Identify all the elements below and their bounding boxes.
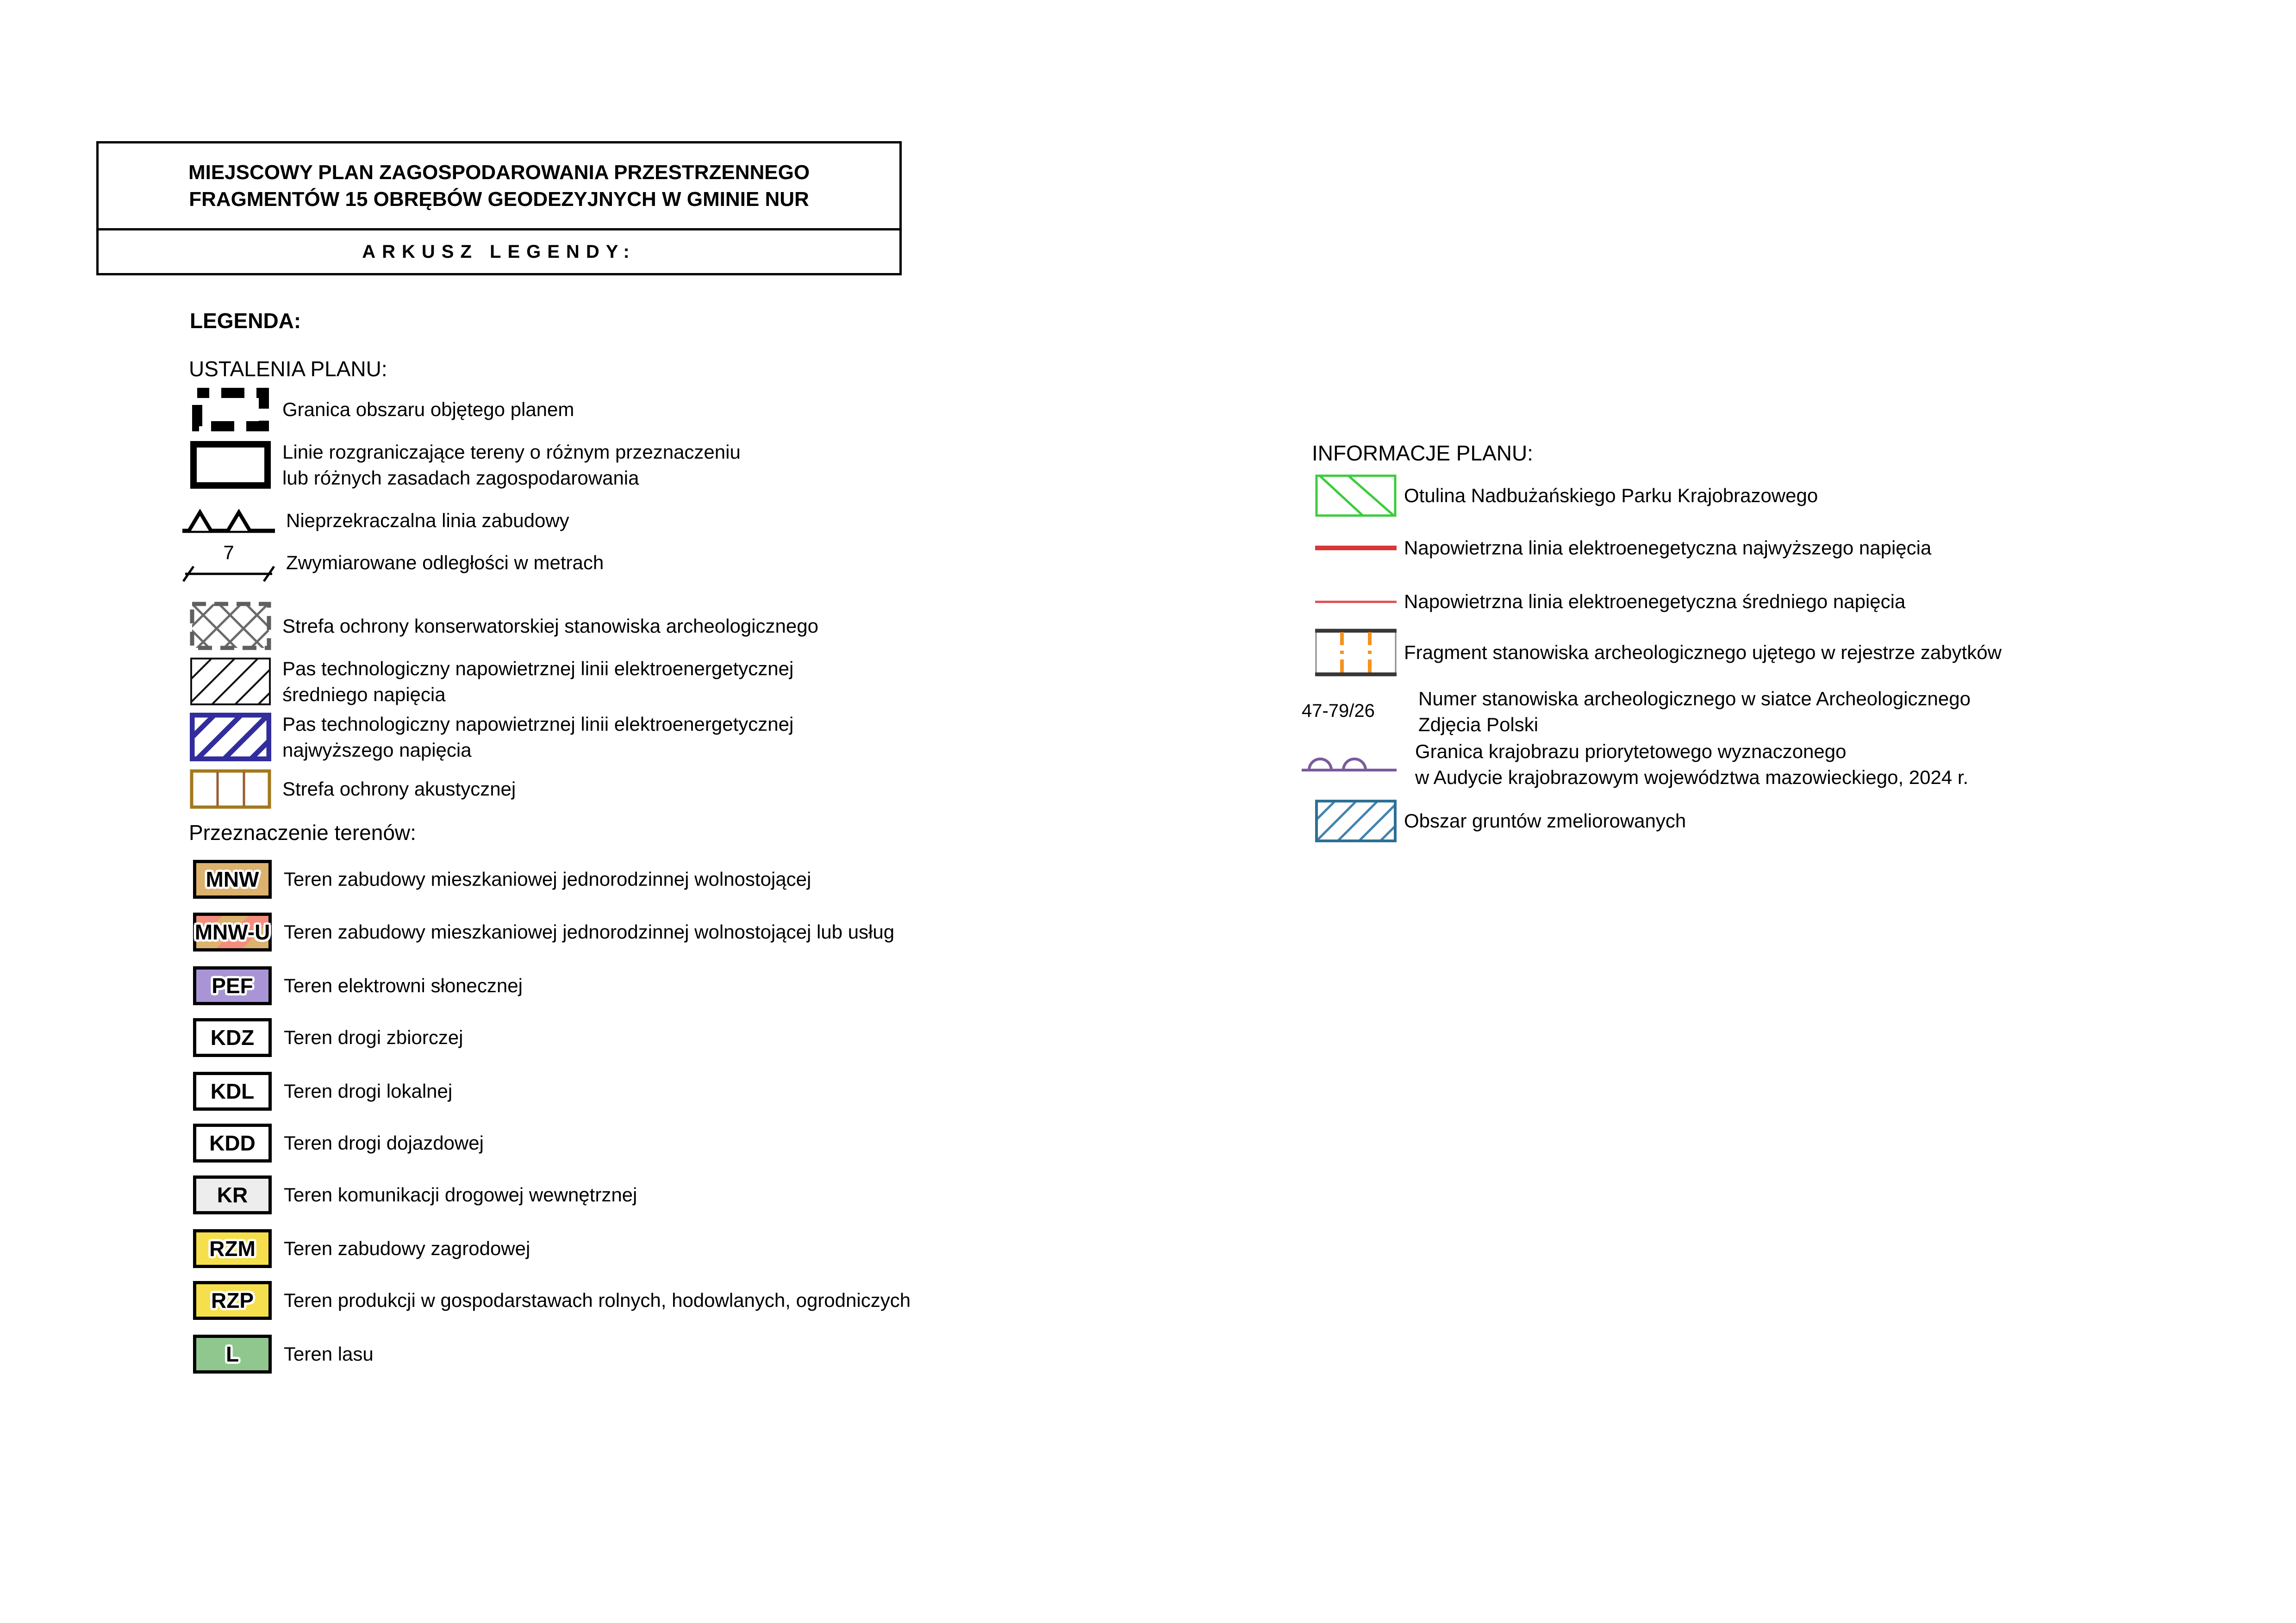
legend-item — [193, 1229, 530, 1268]
badge-l: L — [193, 1335, 272, 1374]
legend-item — [1315, 474, 1818, 517]
legend-item — [1315, 800, 1686, 842]
archeo-conservation-zone-symbol — [190, 602, 271, 650]
legend-item-label: Teren zabudowy mieszkaniowej jednorodzinnej wolnostojącej lub usług — [284, 921, 895, 943]
legend-item-label: Pas technologiczny napowietrznej linii elektroenergetycznej średniego napięcia — [282, 657, 794, 705]
legend-item-label: Napowietrzna linia elektroenegetyczna średniego napięcia — [1404, 591, 1906, 612]
legend-item-label: Teren drogi lokalnej — [284, 1080, 453, 1102]
power-line-highest-voltage-symbol — [1315, 546, 1397, 550]
legend-item-label: Strefa ochrony akustycznej — [282, 778, 516, 800]
badge-kdd: KDD — [193, 1124, 272, 1163]
legend-item-label: Teren drogi zbiorczej — [284, 1026, 463, 1048]
legend-item — [190, 386, 574, 433]
legend-item — [193, 860, 811, 899]
legend-item — [193, 913, 894, 951]
legend-item-label: Napowietrzna linia elektroenegetyczna najwyższego napięcia — [1404, 537, 1932, 559]
legend-item-label: Granica obszaru objętego planem — [282, 398, 574, 420]
ustalenia-heading: USTALENIA PLANU: — [189, 357, 387, 381]
informacje-heading: INFORMACJE PLANU: — [1312, 441, 1533, 465]
sheet-label: ARKUSZ LEGENDY: — [362, 241, 636, 262]
legend-item — [1315, 628, 2002, 677]
legend-item-label: Teren komunikacji drogowej wewnętrznej — [284, 1184, 637, 1206]
legend-item-label: Teren zabudowy mieszkaniowej jednorodzinnej wolnostojącej — [284, 868, 811, 890]
legend-item-label: Linie rozgraniczające tereny o różnym przeznaczeniu lub różnych zasadach zagospodarowania — [282, 441, 741, 489]
building-limit-line-symbol — [182, 502, 275, 539]
legend-item-label: Teren elektrowni słonecznej — [284, 975, 523, 996]
legend-item-label: Teren lasu — [284, 1343, 374, 1365]
plan-title-line2: FRAGMENTÓW 15 OBRĘBÓW GEODEZYJNYCH W GMINIE NUR — [189, 187, 809, 211]
power-line-medium-voltage-symbol — [1315, 601, 1397, 603]
badge-mnw-u: MNW-U — [193, 913, 272, 951]
legend-item — [193, 1072, 452, 1111]
legend-item-label: Numer stanowiska archeologicznego w siatce Archeologicznego Zdjęcia Polski — [1418, 688, 1971, 735]
tech-strip-medium-voltage-symbol — [190, 657, 271, 706]
acoustic-protection-zone-symbol — [190, 769, 271, 809]
drained-land-area-symbol — [1315, 800, 1397, 842]
archeo-site-number: 47-79/26 — [1302, 701, 1375, 721]
badge-rzp: RZP — [193, 1281, 272, 1320]
badge-rzm: RZM — [193, 1229, 272, 1268]
legend-item — [182, 541, 604, 585]
legend-item — [190, 769, 516, 809]
svg-text:7: 7 — [223, 541, 234, 563]
legend-item — [1315, 531, 1931, 565]
legend-item — [193, 1175, 637, 1214]
legend-item — [193, 1335, 374, 1374]
legend-item — [193, 1124, 484, 1163]
plan-title-line1: MIEJSCOWY PLAN ZAGOSPODAROWANIA PRZESTRZENNEGO — [188, 161, 810, 184]
legend-item-label: Fragment stanowiska archeologicznego ujętego w rejestrze zabytków — [1404, 641, 2002, 663]
legend-item — [190, 602, 818, 650]
badge-mnw: MNW — [193, 860, 272, 899]
legend-item-label: Teren zabudowy zagrodowej — [284, 1237, 530, 1259]
badge-kdl: KDL — [193, 1072, 272, 1111]
title-box — [96, 141, 902, 275]
priority-landscape-boundary-symbol — [1302, 746, 1397, 775]
plan-title — [99, 143, 899, 230]
badge-kdz: KDZ — [193, 1018, 272, 1057]
dimension-line-symbol — [182, 541, 275, 585]
legend-item-label: Otulina Nadbużańskiego Parku Krajobrazowego — [1404, 485, 1818, 506]
dividing-lines-symbol — [190, 441, 271, 489]
legend-heading: LEGENDA: — [190, 309, 301, 333]
legend-item — [190, 713, 793, 761]
legend-item — [182, 501, 569, 540]
legend-item-label: Obszar gruntów zmeliorowanych — [1404, 810, 1686, 832]
tech-strip-highest-voltage-symbol — [190, 713, 271, 761]
legend-item-label: Nieprzekraczalna linia zabudowy — [286, 509, 569, 531]
legend-item-label: Teren produkcji w gospodarstawach rolnych, hodowlanych, ogrodniczych — [284, 1289, 911, 1311]
legend-item — [190, 441, 741, 489]
legend-item-label: Teren drogi dojazdowej — [284, 1132, 484, 1154]
legend-item-label: Zwymiarowane odległości w metrach — [286, 551, 604, 573]
badge-kr: KR — [193, 1175, 272, 1214]
legend-item — [190, 657, 793, 706]
archeo-site-fragment-symbol — [1315, 628, 1397, 677]
legend-item — [1315, 585, 1905, 618]
legend-item — [193, 966, 523, 1005]
legend-item — [193, 1018, 463, 1057]
legend-item-label: Pas technologiczny napowietrznej linii elektroenergetycznej najwyższego napięcia — [282, 713, 794, 761]
legend-item-label: Strefa ochrony konserwatorskiej stanowiska archeologicznego — [282, 615, 818, 637]
przeznaczenie-heading: Przeznaczenie terenów: — [189, 821, 416, 845]
legend-item-label: Granica krajobrazu priorytetowego wyznaczonego w Audycie krajobrazowym województwa mazowieckiego, 2024 r. — [1415, 740, 1969, 788]
legend-item — [193, 1281, 911, 1320]
plan-boundary-symbol — [190, 386, 271, 433]
badge-pef: PEF — [193, 966, 272, 1005]
landscape-park-buffer-symbol — [1315, 474, 1397, 517]
